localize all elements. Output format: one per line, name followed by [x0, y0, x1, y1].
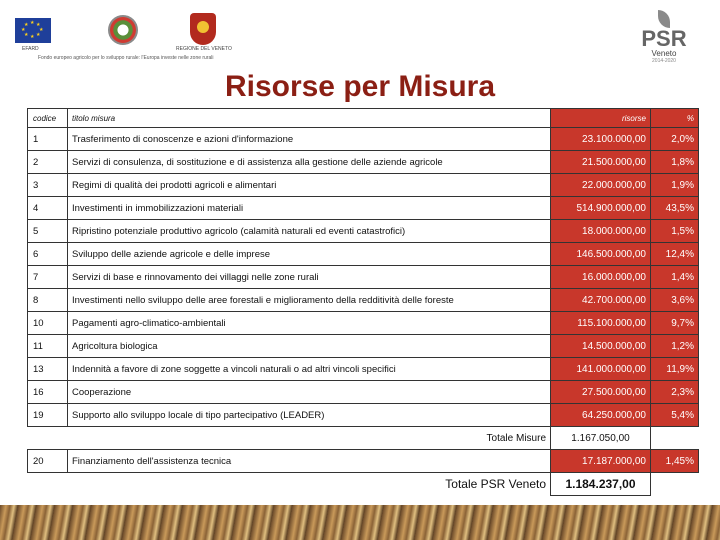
cell-risorse: 17.187.000,00 — [551, 450, 651, 473]
cell-titolo: Indennità a favore di zone soggette a vincoli naturali o ad altri vincoli specifici — [68, 358, 551, 381]
cell-percent: 11,9% — [651, 358, 699, 381]
table-row — [28, 151, 699, 174]
cell-risorse: 42.700.000,00 — [551, 289, 651, 312]
table-row — [28, 128, 699, 151]
cell-risorse: 16.000.000,00 — [551, 266, 651, 289]
cell-codice: 20 — [28, 450, 68, 473]
cell-codice: 10 — [28, 312, 68, 335]
totale-psr-row — [28, 473, 699, 496]
cell-titolo: Servizi di consulenza, di sostituzione e di assistenza alla gestione delle aziende agricole — [68, 151, 551, 174]
cell-percent: 1,8% — [651, 151, 699, 174]
table-row — [28, 243, 699, 266]
header-codice: codice — [28, 109, 68, 128]
cell-titolo: Supporto allo sviluppo locale di tipo partecipativo (LEADER) — [68, 404, 551, 427]
table-row — [28, 289, 699, 312]
cell-titolo: Finanziamento dell'assistenza tecnica — [68, 450, 551, 473]
cell-percent: 1,45% — [651, 450, 699, 473]
cell-percent: 2,3% — [651, 381, 699, 404]
page-title: Risorse per Misura — [224, 70, 496, 103]
cell-risorse: 22.000.000,00 — [551, 174, 651, 197]
table-row — [28, 312, 699, 335]
italian-republic-emblem-logo — [108, 15, 138, 45]
empty-cell — [651, 427, 699, 450]
table-row — [28, 381, 699, 404]
cell-codice: 3 — [28, 174, 68, 197]
eu-flag-logo: ★ ★ ★ ★ ★ ★ ★ ★ — [15, 18, 51, 43]
cell-codice: 2 — [28, 151, 68, 174]
psr-logo-years: 2014-2020 — [652, 58, 676, 64]
cell-risorse: 27.500.000,00 — [551, 381, 651, 404]
cell-risorse: 146.500.000,00 — [551, 243, 651, 266]
wheat-banner-image — [0, 505, 720, 540]
cell-codice: 6 — [28, 243, 68, 266]
cell-percent: 1,2% — [651, 335, 699, 358]
cell-percent: 43,5% — [651, 197, 699, 220]
cell-percent: 5,4% — [651, 404, 699, 427]
cell-titolo: Sviluppo delle aziende agricole e delle imprese — [68, 243, 551, 266]
eu-caption: EFARD — [22, 46, 39, 52]
cell-percent: 1,5% — [651, 220, 699, 243]
cell-percent: 1,4% — [651, 266, 699, 289]
cell-risorse: 64.250.000,00 — [551, 404, 651, 427]
resources-table — [27, 108, 699, 496]
psr-logo — [636, 10, 692, 68]
header-logos — [0, 10, 720, 72]
cell-percent: 3,6% — [651, 289, 699, 312]
cell-titolo: Regimi di qualità dei prodotti agricoli e alimentari — [68, 174, 551, 197]
cell-risorse: 23.100.000,00 — [551, 128, 651, 151]
psr-logo-text: PSR — [641, 26, 687, 51]
cell-risorse: 141.000.000,00 — [551, 358, 651, 381]
cell-codice: 19 — [28, 404, 68, 427]
cell-codice: 11 — [28, 335, 68, 358]
psr-logo-subtext: Veneto — [651, 49, 677, 58]
cell-codice: 7 — [28, 266, 68, 289]
totale-psr-value: 1.184.237,00 — [551, 473, 651, 496]
cell-risorse: 115.100.000,00 — [551, 312, 651, 335]
table-row — [28, 335, 699, 358]
cell-titolo: Servizi di base e rinnovamento dei villaggi nelle zone rurali — [68, 266, 551, 289]
cell-risorse: 14.500.000,00 — [551, 335, 651, 358]
cell-percent: 2,0% — [651, 128, 699, 151]
table-header-row — [28, 109, 699, 128]
cell-titolo: Agricoltura biologica — [68, 335, 551, 358]
cell-codice: 13 — [28, 358, 68, 381]
totale-misure-value: 1.167.050,00 — [551, 427, 651, 450]
cell-codice: 1 — [28, 128, 68, 151]
cell-risorse: 21.500.000,00 — [551, 151, 651, 174]
totale-misure-label: Totale Misure — [486, 432, 546, 444]
cell-codice: 8 — [28, 289, 68, 312]
table-row — [28, 358, 699, 381]
fund-tagline: Fondo europeo agricolo per lo sviluppo rurale: l'Europa investe nelle zone rurali — [38, 55, 214, 61]
cell-codice: 4 — [28, 197, 68, 220]
cell-percent: 1,9% — [651, 174, 699, 197]
cell-titolo: Trasferimento di conoscenze e azioni d'informazione — [68, 128, 551, 151]
cell-percent: 12,4% — [651, 243, 699, 266]
cell-risorse: 514.900.000,00 — [551, 197, 651, 220]
header-titolo: titolo misura — [68, 109, 551, 128]
cell-titolo: Cooperazione — [68, 381, 551, 404]
table-row — [28, 174, 699, 197]
cell-titolo: Investimenti nello sviluppo delle aree forestali e miglioramento della redditività delle foreste — [68, 289, 551, 312]
cell-titolo: Pagamenti agro-climatico-ambientali — [68, 312, 551, 335]
empty-cell — [651, 473, 699, 496]
assistenza-row — [28, 450, 699, 473]
totale-psr-label: Totale PSR Veneto — [445, 477, 546, 492]
totale-misure-row — [28, 427, 699, 450]
cell-codice: 16 — [28, 381, 68, 404]
table-row — [28, 220, 699, 243]
header-risorse: risorse — [551, 109, 651, 128]
cell-titolo: Investimenti in immobilizzazioni materiali — [68, 197, 551, 220]
veneto-region-logo — [190, 13, 216, 45]
cell-codice: 5 — [28, 220, 68, 243]
cell-titolo: Ripristino potenziale produttivo agricolo (calamità naturali ed eventi catastrofici) — [68, 220, 551, 243]
header-percent: % — [651, 109, 699, 128]
table-row — [28, 404, 699, 427]
cell-risorse: 18.000.000,00 — [551, 220, 651, 243]
table-row — [28, 197, 699, 220]
resources-table-body — [28, 109, 699, 496]
table-row — [28, 266, 699, 289]
cell-percent: 9,7% — [651, 312, 699, 335]
veneto-caption: REGIONE DEL VENETO — [176, 46, 232, 52]
